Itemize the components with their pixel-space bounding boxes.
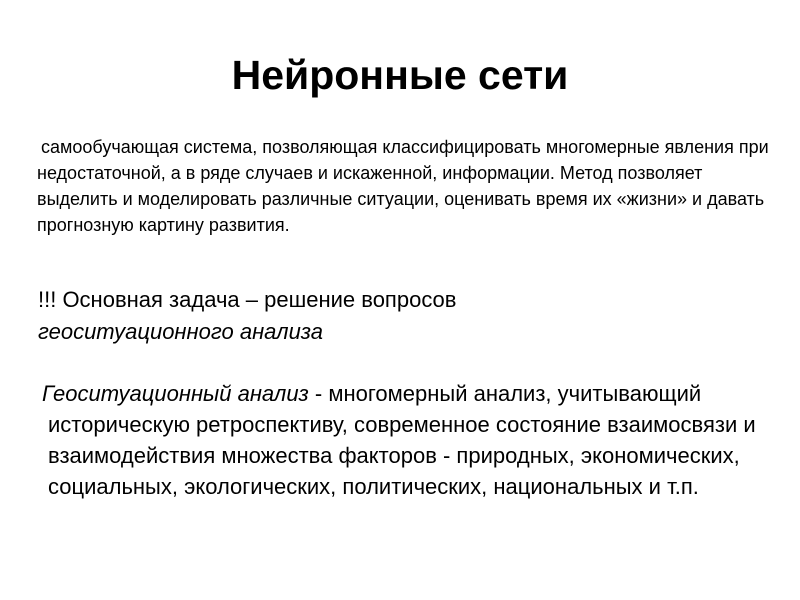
geo-analysis-term: Геоситуационный анализ bbox=[42, 381, 309, 406]
definition-text: самообучающая система, позволяющая классифицировать многомерные явления при недостаточной, а в ряде случаев и искаженной, информации. Метод позволяет выделить и моделировать различные ситуации, оценивать время их «жизни» и давать прогнозную картину развития. bbox=[37, 137, 769, 235]
geo-analysis-text: - многомерный анализ, учитывающий историческую ретроспективу, современное состояние взаимосвязи и взаимодействия множества факторов - природных, экономических, социальных, экологических, политических, национальных и т.п. bbox=[48, 381, 756, 499]
geo-analysis-paragraph bbox=[38, 378, 800, 502]
main-task-emphasis: геоситуационного анализа bbox=[38, 319, 324, 344]
slide-title: Нейронные сети bbox=[231, 52, 569, 98]
main-task-paragraph bbox=[38, 284, 788, 348]
definition-paragraph bbox=[37, 134, 787, 238]
main-task-prefix: !!! Основная задача – решение вопросов bbox=[38, 287, 457, 312]
